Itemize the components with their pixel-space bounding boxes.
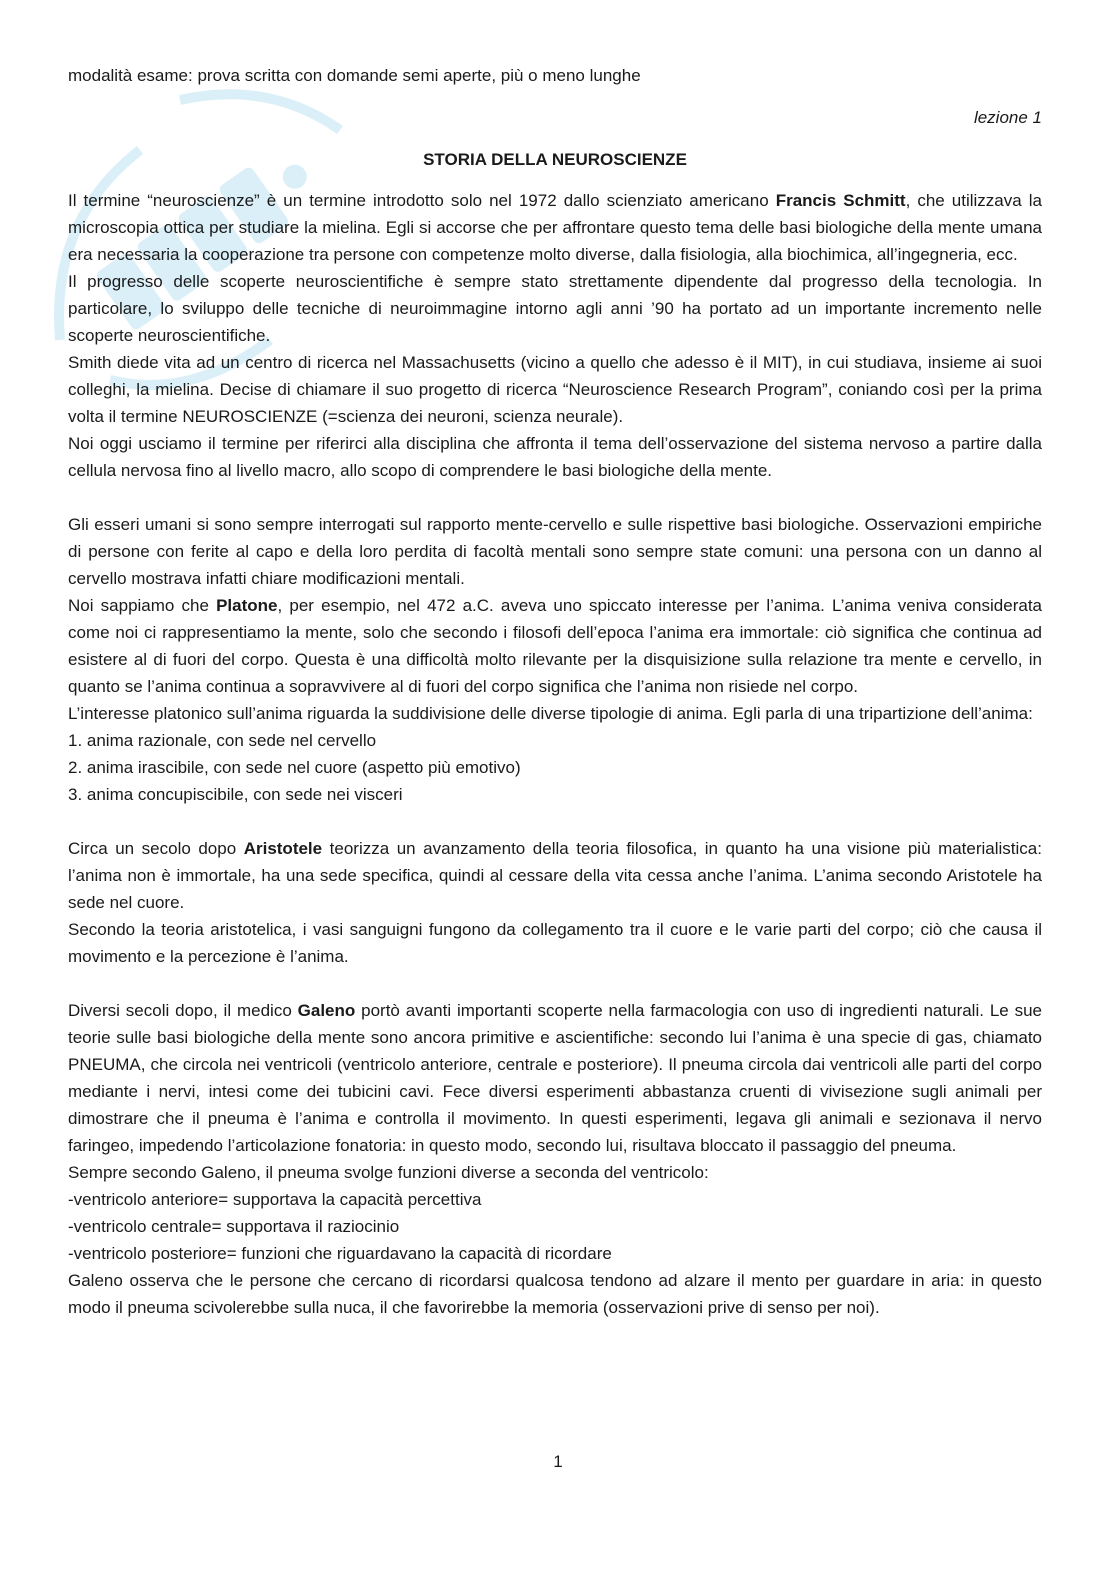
name-aristotele: Aristotele [243,839,323,858]
exam-note: modalità esame: prova scritta con domande semi aperte, più o meno lunghe [68,66,641,85]
name-platone: Platone [216,596,278,615]
name-francis-schmitt: Francis Schmitt [775,191,906,210]
paragraph-1: Il termine “neuroscienze” è un termine introdotto solo nel 1972 dallo scienziato americano Francis Schmitt, che utilizzava la microscopia ottica per studiare la mielina. Egli si accorse che per affrontare questo tema delle basi biologiche della mente umana era necessaria la cooperazione tra persone con competenze molto diverse, dalla fisiologia, alla biochimica, all’ingegneria, ecc. [68,191,1042,264]
list-item: 1. anima razionale, con sede nel cervello [68,731,377,750]
paragraph-10: Diversi secoli dopo, il medico Galeno portò avanti importanti scoperte nella farmacologia con uso di ingredienti naturali. Le sue teorie sulle basi biologiche della mente sono ancora primitive e ascientifiche: secondo lui l’anima è una specie di gas, chiamato PNEUMA, che circola nei ventricoli (ventricolo anteriore, centrale e posteriore). Il pneuma circola dai ventricoli alle parti del corpo mediante i nervi, intesi come dei tubicini cavi. Fece diversi esperimenti abbastanza cruenti di vivisezione sugli animali per dimostrare che il pneuma è l’anima e controlla il movimento. In questi esperimenti, legava gli animali e sezionava il nervo faringeo, impedendo l’articolazione fonatoria: in questo modo, secondo lui, risultava bloccato il passaggio del pneuma. [68,1001,1043,1155]
paragraph-2: Il progresso delle scoperte neuroscientifiche è sempre stato strettamente dipendente dal progresso della tecnologia. In particolare, lo sviluppo delle tecniche di neuroimmagine intorno agli anni ’90 ha portato ad un importante incremento nelle scoperte neuroscientifiche. [68,272,1042,345]
paragraph-12: Galeno osserva che le persone che cercano di ricordarsi qualcosa tendono ad alzare il mento per guardare in aria: in questo modo il pneuma scivolerebbe sulla nuca, il che favorirebbe la memoria (osservazioni prive di senso per noi). [68,1271,1042,1317]
list-item: -ventricolo centrale= supportava il raziocinio [68,1217,400,1236]
list-item: -ventricolo posteriore= funzioni che riguardavano la capacità di ricordare [68,1244,612,1263]
page-number: 1 [553,1452,563,1471]
list-item: 2. anima irascibile, con sede nel cuore (aspetto più emotivo) [68,758,521,777]
document-page [68,62,1042,1321]
paragraph-7: L’interesse platonico sull’anima riguarda la suddivisione delle diverse tipologie di anima. Egli parla di una tripartizione dell’anima: [68,704,1033,723]
paragraph-5: Gli esseri umani si sono sempre interrogati sul rapporto mente-cervello e sulle rispettive basi biologiche. Osservazioni empiriche di persone con ferite al capo e della loro perdita di facoltà mentali sono sempre state comuni: una persona con un danno al cervello mostrava infatti chiare modificazioni mentali. [68,515,1042,588]
paragraph-9: Secondo la teoria aristotelica, i vasi sanguigni fungono da collegamento tra il cuore e le varie parti del corpo; ciò che causa il movimento e la percezione è l’anima. [68,920,1042,966]
paragraph-8: Circa un secolo dopo Aristotele teorizza un avanzamento della teoria filosofica, in quanto ha una visione più materialistica: l’anima non è immortale, ha una sede specifica, quindi al cessare della vita cessa anche l’anima. L’anima secondo Aristotele ha sede nel cuore. [68,839,1042,912]
paragraph-11: Sempre secondo Galeno, il pneuma svolge funzioni diverse a seconda del ventricolo: [68,1163,709,1182]
page-title: STORIA DELLA NEUROSCIENZE [423,150,687,169]
paragraph-3: Smith diede vita ad un centro di ricerca nel Massachusetts (vicino a quello che adesso è il MIT), in cui studiava, insieme ai suoi colleghi, la mielina. Decise di chiamare il suo progetto di ricerca “Neuroscience Research Program”, coniando così per la prima volta il termine NEUROSCIENZE (=scienza dei neuroni, scienza neurale). [68,353,1042,426]
list-item: -ventricolo anteriore= supportava la capacità percettiva [68,1190,482,1209]
paragraph-6: Noi sappiamo che Platone, per esempio, nel 472 a.C. aveva uno spiccato interesse per l’anima. L’anima veniva considerata come noi ci rappresentiamo la mente, solo che secondo i filosofi dell’epoca l’anima era immortale: ciò significa che continua ad esistere al di fuori del corpo. Questa è una difficoltà molto rilevante per la disquisizione sulla relazione tra mente e cervello, in quanto se l’anima continua a sopravvivere al di fuori del corpo significa che l’anima non risiede nel corpo. [68,596,1042,696]
list-item: 3. anima concupiscibile, con sede nei visceri [68,785,403,804]
lesson-label: lezione 1 [973,108,1042,127]
paragraph-4: Noi oggi usciamo il termine per riferirci alla disciplina che affronta il tema dell’osservazione del sistema nervoso a partire dalla cellula nervosa fino al livello macro, allo scopo di comprendere le basi biologiche della mente. [68,434,1042,480]
name-galeno: Galeno [297,1001,356,1020]
